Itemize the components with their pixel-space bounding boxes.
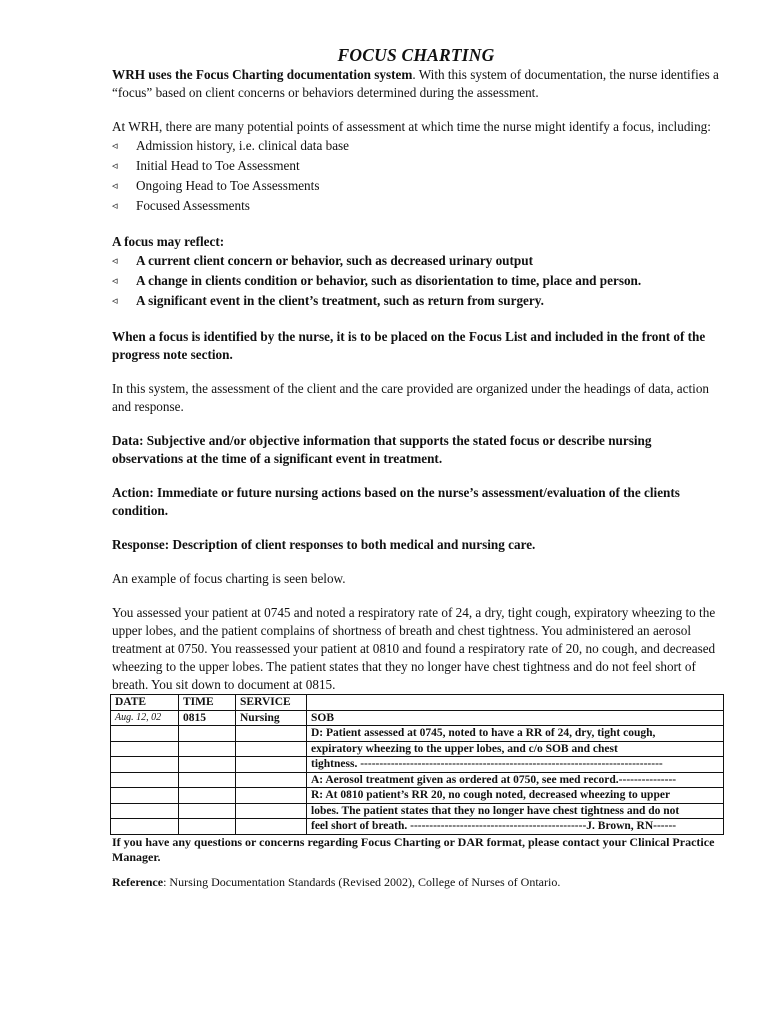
data-definition: Data: Subjective and/or objective information that supports the stated focus or describe nursing observations at the time of a significant event in treatment. (112, 433, 652, 466)
triangle-bullet-icon: ◃ (112, 160, 118, 172)
date-cell: Aug. 12, 02 (111, 710, 179, 726)
note-cell: A: Aerosol treatment given as ordered at 0750, see med record.--------------- (307, 772, 724, 788)
action-definition: Action: Immediate or future nursing actions based on the nurse’s assessment/evaluation of the clients condition. (112, 485, 680, 518)
note-cell: expiratory wheezing to the upper lobes, and c/o SOB and chest (307, 741, 724, 757)
header-date: DATE (111, 695, 179, 711)
note-cell: R: At 0810 patient’s RR 20, no cough noted, decreased wheezing to upper (307, 788, 724, 804)
system-paragraph: In this system, the assessment of the client and the care provided are organized under the headings of data, action and response. (112, 381, 710, 414)
intro-bold: WRH uses the Focus Charting documentation system (112, 67, 413, 82)
list-item: ◃ Focused Assessments (112, 198, 250, 213)
triangle-bullet-icon: ◃ (112, 180, 118, 192)
table-row (111, 788, 724, 804)
document-page (112, 46, 720, 890)
points-intro: At WRH, there are many potential points of assessment at which time the nurse might identify a focus, including: (112, 119, 711, 134)
note-cell: feel short of breath. ----------------------------------------------J. Brown, RN------ (307, 819, 724, 835)
document-title: FOCUS CHARTING (337, 45, 495, 65)
list-item: ◃ Initial Head to Toe Assessment (112, 158, 300, 173)
time-cell: 0815 (179, 710, 236, 726)
triangle-bullet-icon: ◃ (112, 200, 118, 212)
table-row (111, 710, 724, 726)
reference-paragraph (112, 875, 720, 890)
list-item: ◃ A current client concern or behavior, such as decreased urinary output (112, 253, 533, 268)
table-row (111, 819, 724, 835)
header-notes (307, 695, 724, 711)
service-cell: Nursing (236, 710, 307, 726)
table-row (111, 772, 724, 788)
intro-rest: . With this system of documentation, the nurse identifies a “focus” based on client concerns or behaviors determined during the assessment. (112, 67, 719, 100)
list-item: ◃ A significant event in the client’s treatment, such as return from surgery. (112, 293, 544, 308)
focus-list-paragraph: When a focus is identified by the nurse, it is to be placed on the Focus List and included in the front of the progress note section. (112, 329, 706, 362)
note-cell: SOB (307, 710, 724, 726)
note-cell: D: Patient assessed at 0745, noted to have a RR of 24, dry, tight cough, (307, 726, 724, 742)
triangle-bullet-icon: ◃ (112, 295, 118, 307)
reference-text: : Nursing Documentation Standards (Revised 2002), College of Nurses of Ontario. (163, 874, 561, 889)
focus-chart-table (110, 694, 724, 835)
triangle-bullet-icon: ◃ (112, 140, 118, 152)
table-row (111, 803, 724, 819)
reflect-list (112, 252, 720, 310)
table-row (111, 726, 724, 742)
list-item: ◃ Admission history, i.e. clinical data base (112, 138, 350, 153)
reference-label: Reference (112, 874, 164, 889)
note-cell: lobes. The patient states that they no longer have chest tightness and do not (307, 803, 724, 819)
table-row (111, 741, 724, 757)
list-item: ◃ Ongoing Head to Toe Assessments (112, 178, 320, 193)
header-time: TIME (179, 695, 236, 711)
reflect-heading: A focus may reflect: (112, 234, 225, 249)
triangle-bullet-icon: ◃ (112, 275, 118, 287)
table-header-row (111, 695, 724, 711)
header-service: SERVICE (236, 695, 307, 711)
triangle-bullet-icon: ◃ (112, 255, 118, 267)
scenario-paragraph: You assessed your patient at 0745 and noted a respiratory rate of 24, a dry, tight cough, expiratory wheezing to the upper lobes, and the patient complains of shortness of breath and chest tightness. You administered an aerosol treatment at 0750. You reassessed your patient at 0810 and found a respiratory rate of 20, no cough, and decreased wheezing to the upper lobes. The patient states that they no longer have chest tightness and do not feel short of breath. You sit down to document at 0815. (112, 605, 716, 692)
response-definition: Response: Description of client responses to both medical and nursing care. (112, 537, 536, 552)
example-intro: An example of focus charting is seen below. (112, 571, 346, 586)
list-item: ◃ A change in clients condition or behavior, such as disorientation to time, place and person. (112, 273, 642, 288)
contact-paragraph: If you have any questions or concerns regarding Focus Charting or DAR format, please contact your Clinical Practice Manager. (112, 834, 715, 864)
intro-paragraph (112, 66, 720, 102)
note-cell: tightness. ------------------------------------------------------------------------------- (307, 757, 724, 773)
assessment-points-list (112, 137, 720, 215)
table-row (111, 757, 724, 773)
